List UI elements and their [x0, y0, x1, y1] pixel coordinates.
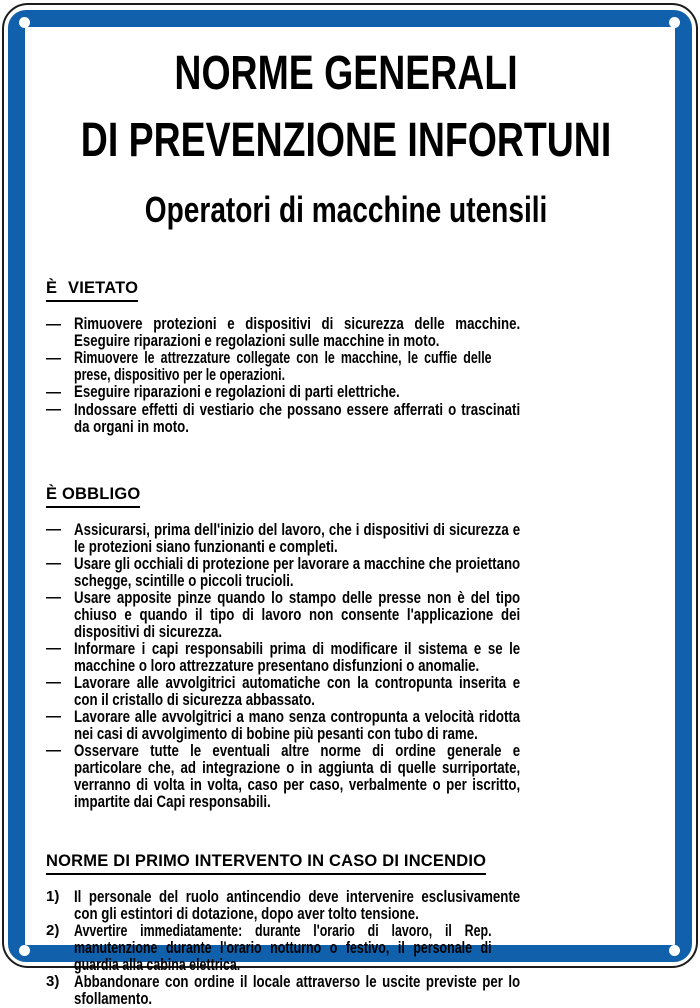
screw-hole-bottom-right-icon [669, 945, 680, 956]
item-marker: — [46, 555, 61, 572]
item-marker: — [46, 589, 61, 606]
item-marker: — [46, 349, 61, 367]
rule-list-obbligo [46, 521, 646, 810]
rule-item [46, 589, 646, 640]
screw-hole-top-right-icon [669, 17, 680, 28]
item-text: Eseguire riparazioni e regolazioni di parti elettriche. [74, 382, 400, 401]
item-text: Rimuovere protezioni e dispositivi di sicurezza delle macchine. Eseguire riparazioni e regolazioni sulle macchine in moto. [74, 314, 521, 350]
sign-title-line-2-text: DI PREVENZIONE INFORTUNI [80, 114, 612, 167]
rule-item [46, 315, 646, 349]
item-marker: — [46, 315, 61, 333]
item-marker: 1) [46, 888, 60, 905]
item-text: Lavorare alle avvolgitrici a mano senza contropunta a velocità ridotta nei casi di avvolgimento di bobine più pesanti con tubo di rame. [74, 706, 521, 743]
screw-hole-top-left-icon [19, 17, 30, 28]
sign-title-line-1-text: NORME GENERALI [174, 47, 518, 100]
rule-item [46, 640, 646, 674]
section-heading-vietato: È VIETATO [46, 278, 646, 302]
rule-item [46, 888, 646, 922]
item-marker: — [46, 742, 61, 759]
item-marker: — [46, 674, 61, 691]
sign-content [46, 33, 646, 1007]
item-marker: 2) [46, 922, 60, 939]
rule-item [46, 922, 646, 973]
item-text: Informare i capi responsabili prima di modificare il sistema e se le macchine o loro attrezzature presentano disfunzioni o anomalie. [74, 638, 521, 675]
rule-item [46, 349, 646, 383]
item-text: Lavorare alle avvolgitrici automatiche con la contropunta inserita e con il cristallo di sicurezza abbassato. [74, 672, 521, 709]
item-text: Usare gli occhiali di protezione per lavorare a macchine che proiettano schegge, scintille o piccoli trucioli. [74, 553, 521, 590]
item-text: Usare apposite pinze quando lo stampo delle presse non è del tipo chiuso e quando il tipo di lavoro non consente l'applicazione dei dispositivi di sicurezza. [74, 587, 521, 641]
rule-item [46, 674, 646, 708]
item-text: Osservare tutte le eventuali altre norme di ordine generale e particolare che, ad integrazione o in aggiunta di quelle surriportate, verranno di volta in volta, caso per caso, verbalmente o per iscritto, impartite dai Capi responsabili. [74, 740, 521, 811]
sign-subtitle [46, 189, 646, 230]
rule-item [46, 708, 646, 742]
item-marker: 3) [46, 973, 60, 990]
item-text: Il personale del ruolo antincendio deve intervenire esclusivamente con gli estintori di dotazione, dopo aver tolto tensione. [74, 886, 521, 923]
sign-subtitle-text: Operatori di macchine utensili [144, 189, 548, 230]
item-marker: — [46, 640, 61, 657]
screw-hole-bottom-left-icon [19, 945, 30, 956]
rule-item [46, 401, 646, 435]
rule-list-vietato [46, 315, 646, 435]
item-marker: — [46, 401, 61, 418]
item-marker: — [46, 708, 61, 725]
rule-item [46, 973, 646, 1007]
sign-title-line-2 [46, 114, 646, 167]
item-marker: — [46, 383, 61, 401]
item-marker: — [46, 521, 61, 538]
item-text: Avvertire immediatamente: durante l'orario di lavoro, il Rep. manutenzione durante l'orario notturno o festivo, il personale di guardia alla cabina elettrica. [74, 920, 492, 974]
rule-list-incendio [46, 888, 646, 1007]
sign-title-line-1 [46, 47, 646, 100]
item-text: Rimuovere le attrezzature collegate con le macchine, le cuffie delle prese, dispositivo per le operazioni. [74, 348, 492, 384]
section-heading-obbligo: È OBBLIGO [46, 484, 646, 508]
rule-item [46, 742, 646, 810]
item-text: Abbandonare con ordine il locale attraverso le uscite previste per lo sfollamento. [74, 971, 521, 1008]
item-text: Indossare effetti di vestiario che possano essere afferrati o trascinati da organi in moto. [74, 399, 521, 436]
section-heading-incendio: NORME DI PRIMO INTERVENTO IN CASO DI INCENDIO [46, 851, 646, 875]
rule-item [46, 383, 646, 401]
item-text: Assicurarsi, prima dell'inizio del lavoro, che i dispositivi di sicurezza e le protezioni siano funzionanti e completi. [74, 519, 521, 556]
rule-item [46, 555, 646, 589]
rule-item [46, 521, 646, 555]
